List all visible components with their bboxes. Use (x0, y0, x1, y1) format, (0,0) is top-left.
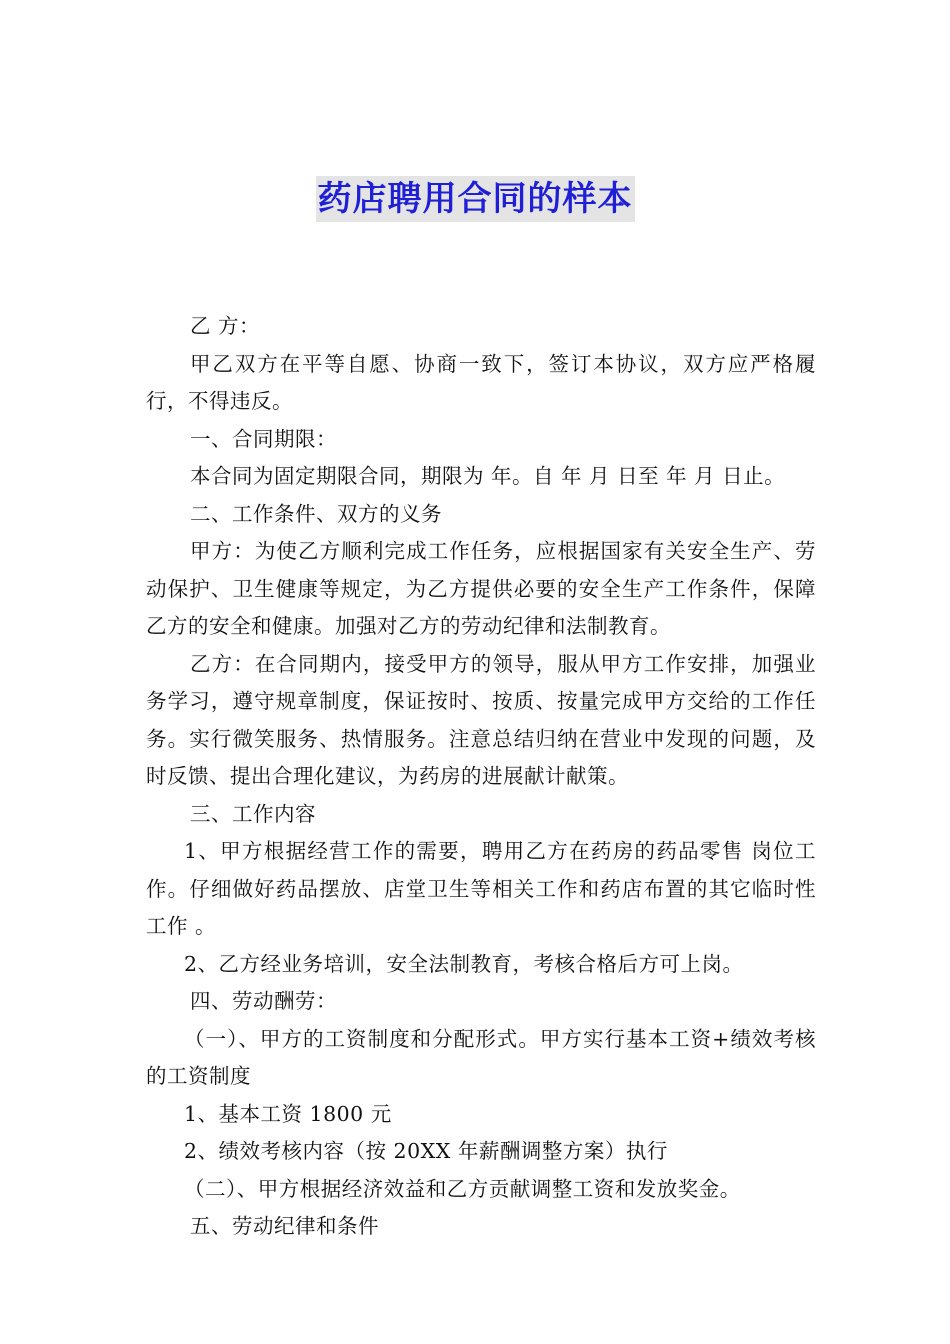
party-b-obligations-paragraph: 乙方：在合同期内，接受甲方的领导，服从甲方工作安排，加强业务学习，遵守规章制度，保证按时、按质、按量完成甲方交给的工作任务。实行微笑服务、热情服务。注意总结归纳在营业中发现的问题，及时反馈、提出合理化建议，为药房的进展献计献策。 (146, 651, 816, 788)
section-heading-term: 一、合同期限： (190, 426, 337, 451)
pay-subitem-2: 2、绩效考核内容（按 20XX 年薪酬调整方案）执行 (184, 1139, 668, 1163)
party-a-obligations-paragraph: 甲方：为使乙方顺利完成工作任务，应根据国家有关安全生产、劳动保护、卫生健康等规定，为乙方提供必要的安全生产工作条件，保障乙方的安全和健康。加强对乙方的劳动纪律和法制教育。 (146, 539, 816, 638)
section-heading-discipline: 五、劳动纪律和条件 (190, 1214, 379, 1238)
content-item-2: 2、乙方经业务培训，安全法制教育，考核合格后方可上岗。 (184, 951, 744, 976)
content-item-1: 1、甲方根据经营工作的需要，聘用乙方在药房的药品零售 岗位工作。仔细做好药品摆放、店堂卫生等相关工作和药店布置的其它临时性工作 。 (146, 839, 816, 938)
section-heading-conditions: 二、工作条件、双方的义务 (190, 501, 442, 526)
pay-item-one: （一）、甲方的工资制度和分配形式。甲方实行基本工资+绩效考核的工资制度 (146, 1026, 816, 1088)
preamble-paragraph: 甲乙双方在平等自愿、协商一致下，签订本协议，双方应严格履行，不得违反。 (146, 351, 816, 413)
pay-subitem-1: 1、基本工资 1800 元 (184, 1101, 392, 1126)
title-container (0, 176, 950, 222)
section-heading-pay: 四、劳动酬劳： (190, 989, 337, 1013)
document-body (146, 308, 816, 1246)
document-title: 药店聘用合同的样本 (316, 176, 635, 222)
pay-item-two: （二）、甲方根据经济效益和乙方贡献调整工资和发放奖金。 (184, 1176, 741, 1201)
section-heading-content: 三、工作内容 (190, 801, 316, 826)
term-paragraph: 本合同为固定期限合同，期限为 年。自 年 月 日至 年 月 日止。 (190, 464, 786, 488)
party-b-line: 乙 方： (190, 314, 261, 338)
